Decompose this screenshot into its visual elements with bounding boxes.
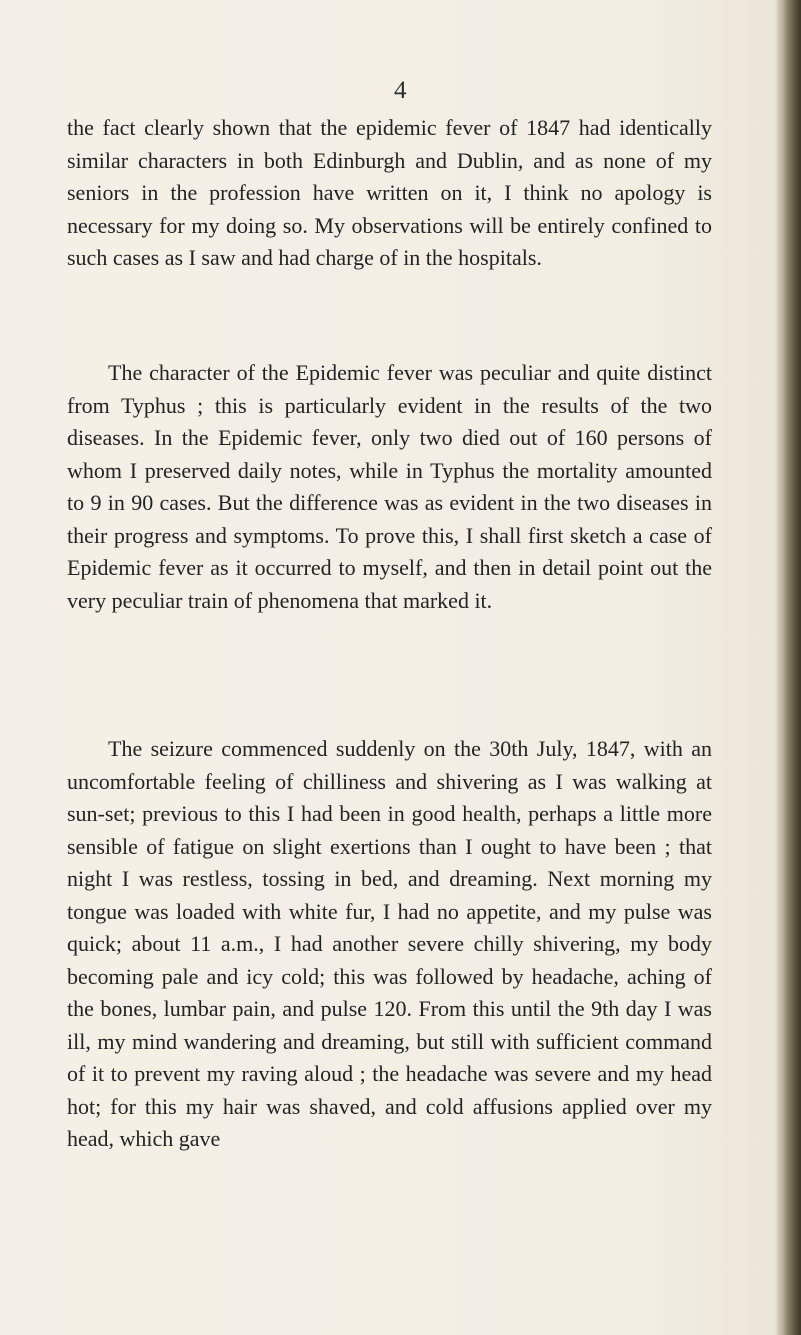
paragraph-3: The seizure commenced suddenly on the 30th July, 1847, with an uncomfortable feeling of chilliness and shivering as I was walking at sun-set; previous to this I had been in good health, perhaps a little more sensible of fatigue on slight exertions than I ought to have been ; that night I was restless, tossing in bed, and dreaming. Next morning my tongue was loaded with white fur, I had no appetite, and my pulse was quick; about 11 a.m., I had another severe chilly shivering, my body becoming pale and icy cold; this was followed by headache, aching of the bones, lumbar pain, and pulse 120. From this until the 9th day I was ill, my mind wandering and dreaming, but still with sufficient command of it to prevent my raving aloud ; the headache was severe and my head hot; for this my hair was shaved, and cold affusions applied over my head, which gave: [67, 736, 712, 1151]
page-number: 4: [394, 77, 407, 104]
paragraph-2: The character of the Epidemic fever was peculiar and quite distinct from Typhus ; this is particularly evident in the results of the two diseases. In the Epidemic fever, only two died out of 160 persons of whom I preserved daily notes, while in Typhus the mortality amounted to 9 in 90 cases. But the difference was as evident in the two diseases in their progress and symptoms. To prove this, I shall first sketch a case of Epidemic fever as it occurred to myself, and then in detail point out the very peculiar train of phenomena that marked it.: [67, 360, 712, 613]
paragraph-1: the fact clearly shown that the epidemic fever of 1847 had identically similar characters in both Edinburgh and Dublin, and as none of my seniors in the profession have written on it, I think no apology is necessary for my doing so. My observations will be entirely confined to such cases as I saw and had charge of in the hospitals.: [67, 115, 712, 270]
book-binding-edge: [781, 0, 801, 1335]
